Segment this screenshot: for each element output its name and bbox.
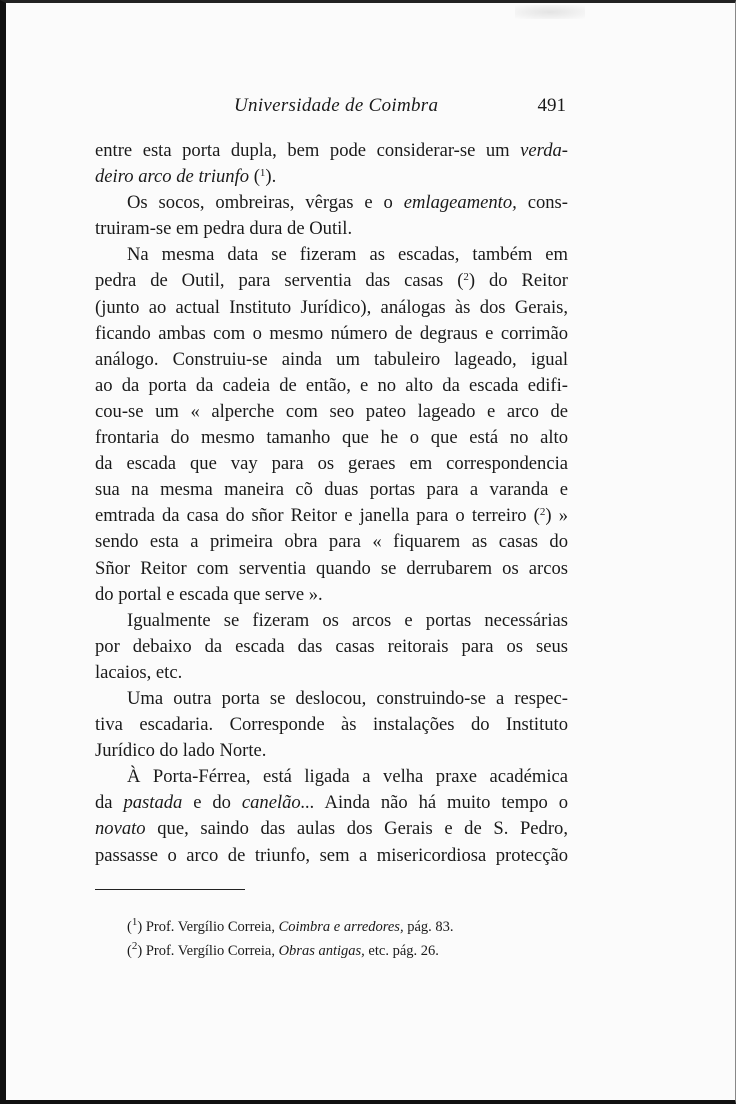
- text-line: [95, 268, 568, 294]
- footnote-number: 2: [131, 940, 138, 952]
- text-line: [95, 764, 568, 790]
- footnote-divider: [95, 889, 245, 890]
- text-run: Na mesma data se fizeram as escadas, também em: [127, 244, 568, 266]
- text-run: pedra de Outil, para serventia das casas (: [95, 270, 464, 292]
- text-line: [95, 529, 568, 555]
- text-run: tiva escadaria. Corresponde às instalações do Instituto: [95, 714, 568, 736]
- text-line: [95, 816, 568, 842]
- scan-smudge: [515, 5, 585, 19]
- text-line: [95, 138, 568, 164]
- text-line: [95, 216, 568, 242]
- text-line: [95, 425, 568, 451]
- text-line: [95, 712, 568, 738]
- page-number: 491: [537, 95, 566, 116]
- text-run: lacaios, etc.: [95, 661, 183, 683]
- footnote-marker: 1: [259, 167, 266, 180]
- text-run: emtrada da casa do sñor Reitor e janella para o terreiro (: [95, 505, 540, 527]
- text-run: entre esta porta dupla, bem pode considerar-se um: [95, 140, 521, 161]
- italic-text: novato: [95, 818, 146, 840]
- italic-text: canelão...: [241, 792, 315, 814]
- footnote-number: 1: [131, 916, 138, 928]
- italic-text: verda-: [520, 140, 568, 161]
- text-run: sua na mesma maneira cõ duas portas para a varanda e: [95, 479, 568, 501]
- footnote: ($^2$) Prof. Vergílio Correia, Obras antigas, etc. pág. 26.: [127, 940, 439, 959]
- italic-text: emlageamento,: [403, 192, 517, 214]
- text-run: Ainda não há muito tempo o: [314, 792, 569, 814]
- italic-text: Obras antigas,: [278, 943, 365, 959]
- body-text: [95, 138, 568, 869]
- text-run: cons-: [516, 192, 568, 214]
- footnotes: [127, 915, 557, 963]
- text-run: que, saindo das aulas dos Gerais e de S. Pedro,: [145, 818, 568, 840]
- text-line: [95, 321, 568, 347]
- footnote-marker: 2: [539, 506, 546, 519]
- text-run: análogo. Construiu-se ainda um tabuleiro lageado, igual: [95, 348, 568, 370]
- text-run: passasse o arco de triunfo, sem a misericordiosa protecção: [95, 844, 568, 866]
- text-line: [95, 347, 568, 373]
- text-run: pág. 83.: [403, 919, 454, 935]
- text-line: [95, 295, 568, 321]
- text-line: [95, 164, 568, 190]
- text-run: Prof. Vergílio Correia,: [142, 943, 279, 959]
- text-run: Sñor Reitor com serventia quando se derrubarem os arcos: [95, 557, 568, 579]
- text-run: da escada que vay para os geraes em correspondencia: [95, 453, 568, 475]
- text-line: [95, 451, 568, 477]
- text-line: [95, 190, 568, 216]
- text-line: [95, 843, 568, 869]
- text-run: (: [249, 166, 260, 188]
- footnote-marker: 2: [463, 271, 469, 284]
- text-run: Uma outra porta se deslocou, construindo-se a respec-: [127, 687, 568, 709]
- text-line: [95, 686, 568, 712]
- text-line: [95, 556, 568, 582]
- text-line: [95, 399, 568, 425]
- italic-text: deiro arco de triunfo: [95, 166, 250, 188]
- text-run: À Porta-Férrea, está ligada a velha praxe académica: [127, 766, 568, 788]
- text-line: [95, 790, 568, 816]
- footnote: ($^1$) Prof. Vergílio Correia, Coimbra e arredores, pág. 83.: [127, 916, 454, 935]
- text-run: cou-se um « alperche com seo pateo lageado e arco de: [95, 400, 568, 422]
- text-run: Os socos, ombreiras, vêrgas e o: [127, 192, 404, 214]
- text-run: Igualmente se fizeram os arcos e portas necessárias: [127, 609, 568, 631]
- text-run: ficando ambas com o mesmo número de degraus e corrimão: [95, 322, 568, 344]
- text-line: [95, 503, 568, 529]
- text-line: [95, 660, 568, 686]
- text-run: ) do Reitor: [468, 270, 568, 292]
- text-run: por debaixo da escada das casas reitorais para os seus: [95, 635, 568, 657]
- text-line: [95, 477, 568, 503]
- text-run: Prof. Vergílio Correia,: [142, 919, 279, 935]
- text-run: etc. pág. 26.: [364, 943, 439, 959]
- text-line: [95, 582, 568, 608]
- text-run: ) »: [545, 505, 568, 527]
- text-run: truiram-se em pedra dura de Outil.: [95, 218, 353, 240]
- text-run: ao da porta da cadeia de então, e no alto da escada edifi-: [95, 374, 568, 396]
- text-line: [95, 608, 568, 634]
- text-run: frontaria do mesmo tamanho que he o que está no alto: [95, 427, 568, 449]
- text-line: [95, 634, 568, 660]
- text-run: ).: [265, 166, 277, 188]
- text-run: sendo esta a primeira obra para « fiquarem as casas do: [95, 531, 568, 553]
- text-run: e do: [182, 792, 242, 814]
- text-line: [95, 738, 568, 764]
- text-run: da: [95, 792, 124, 814]
- text-run: (junto ao actual Instituto Jurídico), análogas às dos Gerais,: [95, 296, 568, 318]
- text-line: [95, 373, 568, 399]
- running-header: [94, 91, 572, 121]
- text-line: [95, 242, 568, 268]
- text-run: Jurídico do lado Norte.: [95, 740, 267, 762]
- italic-text: Coimbra e arredores,: [278, 919, 404, 935]
- text-run: do portal e escada que serve ».: [95, 583, 323, 605]
- running-title: Universidade de Coimbra: [234, 95, 439, 116]
- italic-text: pastada: [123, 792, 183, 814]
